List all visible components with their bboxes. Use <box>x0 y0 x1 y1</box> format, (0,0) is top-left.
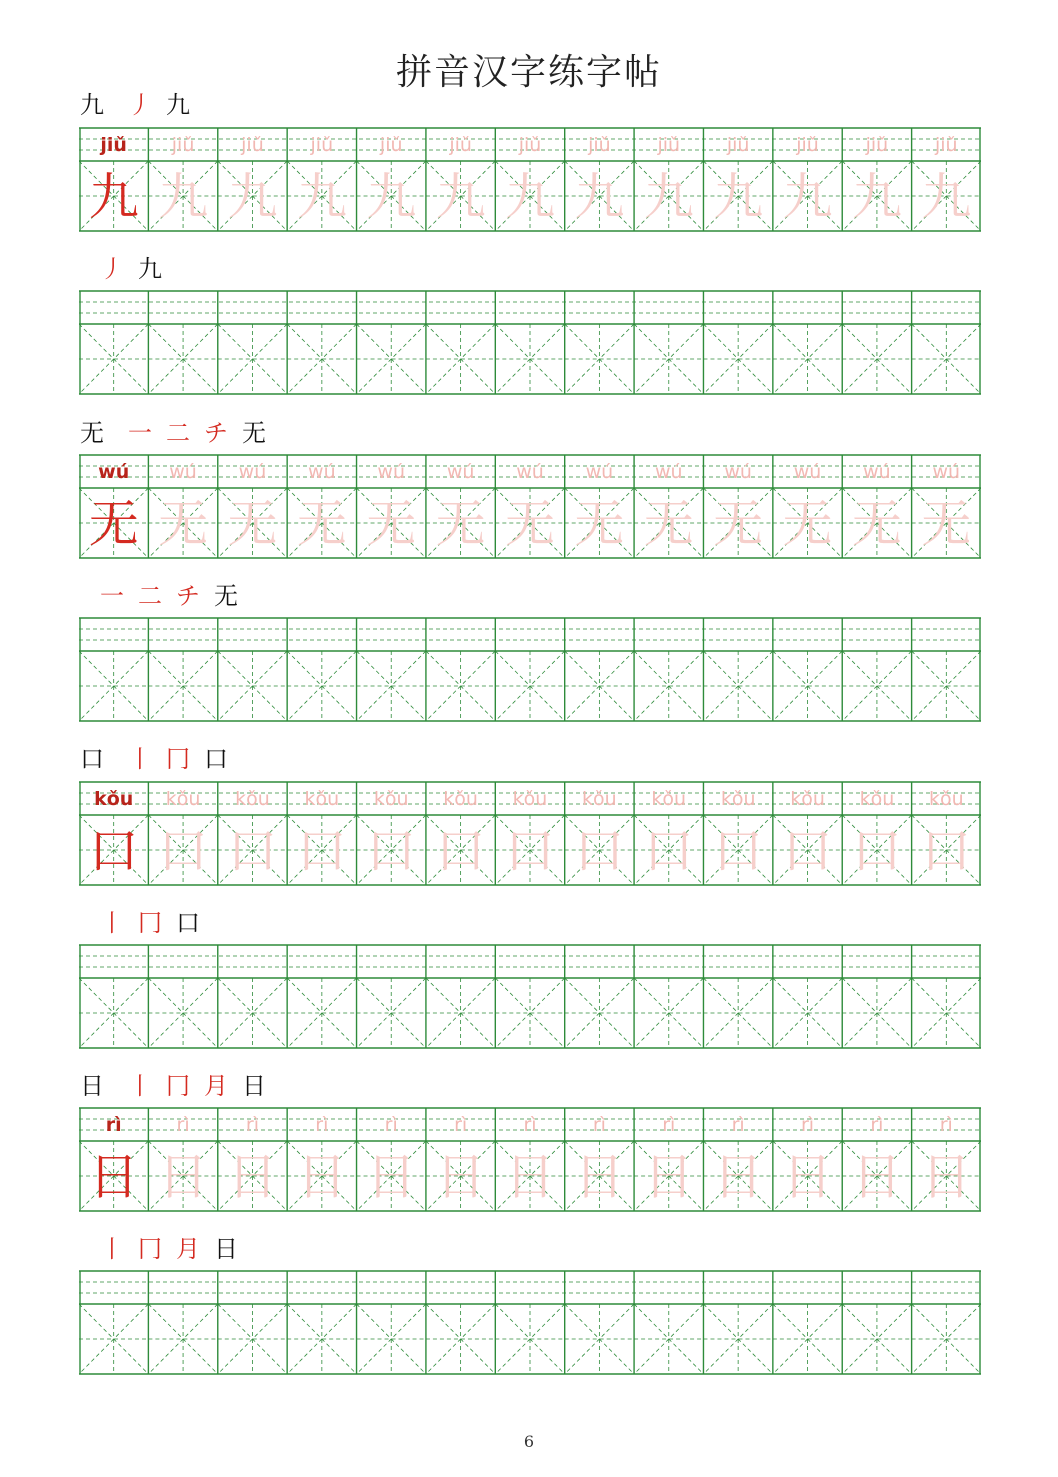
stroke-step: 二 <box>138 582 162 610</box>
trace-character: 无 <box>158 495 209 553</box>
trace-cell <box>565 1107 634 1212</box>
trace-cell <box>912 1107 981 1212</box>
trace-character: 九 <box>574 168 625 226</box>
trace-cell <box>912 781 981 886</box>
pinyin-label: rì <box>454 1114 468 1136</box>
trace-cell <box>218 1107 287 1212</box>
model-cell <box>79 127 148 232</box>
pinyin-label: rì <box>592 1114 606 1136</box>
trace-cell <box>148 454 217 559</box>
pinyin-label: kǒu <box>373 788 409 810</box>
stroke-step: 丨 <box>100 1235 124 1263</box>
stroke-order-row <box>100 906 200 940</box>
trace-character: 九 <box>227 168 278 226</box>
stroke-step: 丿 <box>128 91 152 119</box>
trace-character: 无 <box>504 495 555 553</box>
trace-cell <box>773 781 842 886</box>
trace-cell <box>703 127 772 232</box>
tianzige-grid <box>79 290 981 395</box>
stroke-step: 无 <box>242 419 266 447</box>
stroke-step: 无 <box>214 582 238 610</box>
pinyin-label: rì <box>523 1114 537 1136</box>
character-heading: 无 <box>80 419 104 447</box>
pinyin-label: jiǔ <box>726 134 750 156</box>
trace-cell <box>148 127 217 232</box>
pinyin-label: wú <box>238 461 267 483</box>
stroke-step: 月 <box>176 1235 200 1263</box>
stroke-step: 月 <box>204 1072 228 1100</box>
trace-character: 无 <box>851 495 902 553</box>
model-character: 口 <box>88 822 139 880</box>
trace-character: 口 <box>435 822 486 880</box>
trace-cell <box>773 454 842 559</box>
trace-character: 日 <box>782 1148 833 1206</box>
trace-character: 口 <box>504 822 555 880</box>
pinyin-label: rì <box>315 1114 329 1136</box>
pinyin-label: kǒu <box>443 788 478 810</box>
tianzige-grid <box>79 944 981 1049</box>
stroke-step: 丨 <box>100 909 124 937</box>
guided-practice-row <box>79 781 981 886</box>
page-title: 拼音汉字练字帖 <box>395 52 662 93</box>
model-character: 无 <box>88 495 139 553</box>
pinyin-label: wú <box>446 461 475 483</box>
trace-character: 九 <box>296 168 347 226</box>
trace-character: 九 <box>851 168 902 226</box>
trace-character: 日 <box>851 1148 902 1206</box>
trace-cell <box>565 781 634 886</box>
model-character: 日 <box>88 1148 139 1206</box>
trace-cell <box>287 454 356 559</box>
trace-character: 无 <box>921 495 972 553</box>
tianzige-grid <box>79 1270 981 1375</box>
trace-cell <box>912 127 981 232</box>
trace-character: 九 <box>782 168 833 226</box>
trace-character: 日 <box>504 1148 555 1206</box>
model-cell <box>79 781 148 886</box>
trace-character: 口 <box>643 822 694 880</box>
pinyin-label: wú <box>516 461 544 483</box>
pinyin-label: wú <box>724 461 752 483</box>
pinyin-label: rì <box>662 1114 676 1136</box>
trace-cell <box>495 454 564 559</box>
trace-cell <box>495 781 564 886</box>
trace-cell <box>703 1107 772 1212</box>
stroke-step: 九 <box>166 91 190 119</box>
pinyin-label: kǒu <box>720 788 756 810</box>
pinyin-label: jiǔ <box>935 134 958 156</box>
blank-practice-row <box>79 944 981 1049</box>
pinyin-label: wú <box>654 461 683 483</box>
trace-cell <box>426 1107 495 1212</box>
blank-practice-row <box>79 1270 981 1375</box>
trace-cell <box>773 1107 842 1212</box>
trace-character: 无 <box>227 495 278 553</box>
stroke-step: 二 <box>166 419 190 447</box>
trace-cell <box>634 127 703 232</box>
trace-character: 日 <box>366 1148 417 1206</box>
trace-cell <box>842 781 911 886</box>
pinyin-label: rì <box>384 1114 398 1136</box>
trace-cell <box>357 781 426 886</box>
blank-practice-row <box>79 617 981 722</box>
pinyin-label: wú <box>863 461 891 483</box>
pinyin-label: jiǔ <box>379 134 403 156</box>
character-heading: 口 <box>80 745 104 773</box>
model-character: 九 <box>88 168 139 226</box>
pinyin-label: kǒu <box>512 788 548 810</box>
trace-character: 无 <box>366 495 417 553</box>
trace-cell <box>703 781 772 886</box>
trace-character: 无 <box>574 495 625 553</box>
trace-cell <box>218 127 287 232</box>
trace-cell <box>287 781 356 886</box>
pinyin-label: kǒu <box>582 788 617 810</box>
trace-character: 九 <box>713 168 764 226</box>
trace-character: 无 <box>713 495 764 553</box>
stroke-step: 一 <box>100 582 124 610</box>
trace-cell <box>842 1107 911 1212</box>
guided-practice-row <box>79 127 981 232</box>
pinyin-label: rì <box>939 1114 953 1136</box>
trace-character: 日 <box>227 1148 278 1206</box>
trace-character: 日 <box>643 1148 694 1206</box>
pinyin-label: jiǔ <box>100 134 127 156</box>
stroke-step: 丿 <box>100 255 124 283</box>
trace-cell <box>218 454 287 559</box>
trace-cell <box>426 781 495 886</box>
stroke-step: 丨 <box>128 1072 152 1100</box>
stroke-step: 一 <box>128 419 152 447</box>
trace-cell <box>634 454 703 559</box>
pinyin-label: wú <box>308 461 336 483</box>
trace-character: 口 <box>921 822 972 880</box>
trace-character: 九 <box>366 168 417 226</box>
trace-character: 九 <box>921 168 972 226</box>
pinyin-label: kǒu <box>165 788 201 810</box>
trace-cell <box>357 454 426 559</box>
trace-character: 日 <box>435 1148 486 1206</box>
stroke-step: チ <box>204 419 228 447</box>
pinyin-label: kǒu <box>859 788 895 810</box>
stroke-order-row <box>100 1232 238 1266</box>
pinyin-label: jiǔ <box>518 134 542 156</box>
trace-character: 口 <box>851 822 902 880</box>
trace-cell <box>218 781 287 886</box>
trace-character: 口 <box>158 822 209 880</box>
stroke-step: チ <box>176 582 200 610</box>
trace-cell <box>426 127 495 232</box>
trace-cell <box>287 127 356 232</box>
stroke-step: 口 <box>204 745 228 773</box>
pinyin-label: jiǔ <box>310 134 334 156</box>
trace-cell <box>842 127 911 232</box>
character-heading: 日 <box>80 1072 104 1100</box>
stroke-step: 冂 <box>138 1235 162 1263</box>
pinyin-label: jiǔ <box>449 134 472 156</box>
pinyin-label: kǒu <box>651 788 687 810</box>
trace-cell <box>357 1107 426 1212</box>
page-number: 6 <box>523 1432 535 1451</box>
pinyin-label: rì <box>105 1114 122 1136</box>
trace-character: 日 <box>921 1148 972 1206</box>
pinyin-label: jiǔ <box>657 134 681 156</box>
trace-cell <box>565 454 634 559</box>
pinyin-label: jiǔ <box>588 134 611 156</box>
trace-character: 无 <box>296 495 347 553</box>
pinyin-label: rì <box>800 1114 815 1136</box>
trace-character: 九 <box>504 168 555 226</box>
pinyin-label: jiǔ <box>241 134 264 156</box>
trace-cell <box>357 127 426 232</box>
stroke-step: 日 <box>242 1072 266 1100</box>
pinyin-label: kǒu <box>235 788 270 810</box>
trace-cell <box>495 127 564 232</box>
pinyin-label: jiǔ <box>171 134 195 156</box>
trace-cell <box>565 127 634 232</box>
trace-character: 无 <box>782 495 833 553</box>
stroke-order-row <box>80 742 228 776</box>
pinyin-label: kǒu <box>790 788 825 810</box>
pinyin-label: rì <box>731 1114 745 1136</box>
pinyin-label: kǒu <box>928 788 964 810</box>
stroke-step: 丨 <box>128 745 152 773</box>
stroke-order-row <box>100 579 238 613</box>
pinyin-label: kǒu <box>304 788 340 810</box>
pinyin-label: wú <box>377 461 406 483</box>
pinyin-label: rì <box>870 1114 884 1136</box>
trace-character: 口 <box>782 822 833 880</box>
trace-cell <box>495 1107 564 1212</box>
pinyin-label: wú <box>585 461 614 483</box>
trace-character: 口 <box>713 822 764 880</box>
trace-character: 九 <box>643 168 694 226</box>
trace-character: 日 <box>158 1148 209 1206</box>
pinyin-label: rì <box>176 1114 190 1136</box>
pinyin-label: wú <box>793 461 822 483</box>
model-cell <box>79 1107 148 1212</box>
trace-character: 日 <box>713 1148 764 1206</box>
stroke-step: 日 <box>214 1235 238 1263</box>
stroke-step: 口 <box>176 909 200 937</box>
stroke-order-row <box>80 416 266 450</box>
pinyin-label: rì <box>245 1114 259 1136</box>
stroke-step: 冂 <box>166 745 190 773</box>
stroke-step: 冂 <box>138 909 162 937</box>
trace-character: 口 <box>227 822 278 880</box>
trace-cell <box>703 454 772 559</box>
trace-cell <box>148 781 217 886</box>
trace-cell <box>634 1107 703 1212</box>
trace-cell <box>148 1107 217 1212</box>
pinyin-label: wú <box>932 461 961 483</box>
pinyin-label: wú <box>98 461 130 483</box>
model-cell <box>79 454 148 559</box>
guided-practice-row <box>79 454 981 559</box>
trace-character: 口 <box>366 822 417 880</box>
stroke-order-row <box>100 252 162 286</box>
trace-character: 无 <box>435 495 486 553</box>
trace-cell <box>842 454 911 559</box>
trace-character: 日 <box>296 1148 347 1206</box>
pinyin-label: wú <box>169 461 197 483</box>
trace-character: 无 <box>643 495 694 553</box>
trace-character: 口 <box>296 822 347 880</box>
trace-cell <box>426 454 495 559</box>
tianzige-grid <box>79 617 981 722</box>
trace-cell <box>287 1107 356 1212</box>
stroke-order-row <box>80 88 190 122</box>
blank-practice-row <box>79 290 981 395</box>
trace-cell <box>773 127 842 232</box>
guided-practice-row <box>79 1107 981 1212</box>
trace-character: 九 <box>435 168 486 226</box>
character-heading: 九 <box>80 91 104 119</box>
trace-cell <box>634 781 703 886</box>
stroke-step: 九 <box>138 255 162 283</box>
pinyin-label: jiǔ <box>796 134 819 156</box>
pinyin-label: kǒu <box>94 788 134 810</box>
stroke-order-row <box>80 1069 266 1103</box>
trace-character: 口 <box>574 822 625 880</box>
trace-cell <box>912 454 981 559</box>
pinyin-label: jiǔ <box>865 134 889 156</box>
trace-character: 日 <box>574 1148 625 1206</box>
trace-character: 九 <box>158 168 209 226</box>
stroke-step: 冂 <box>166 1072 190 1100</box>
